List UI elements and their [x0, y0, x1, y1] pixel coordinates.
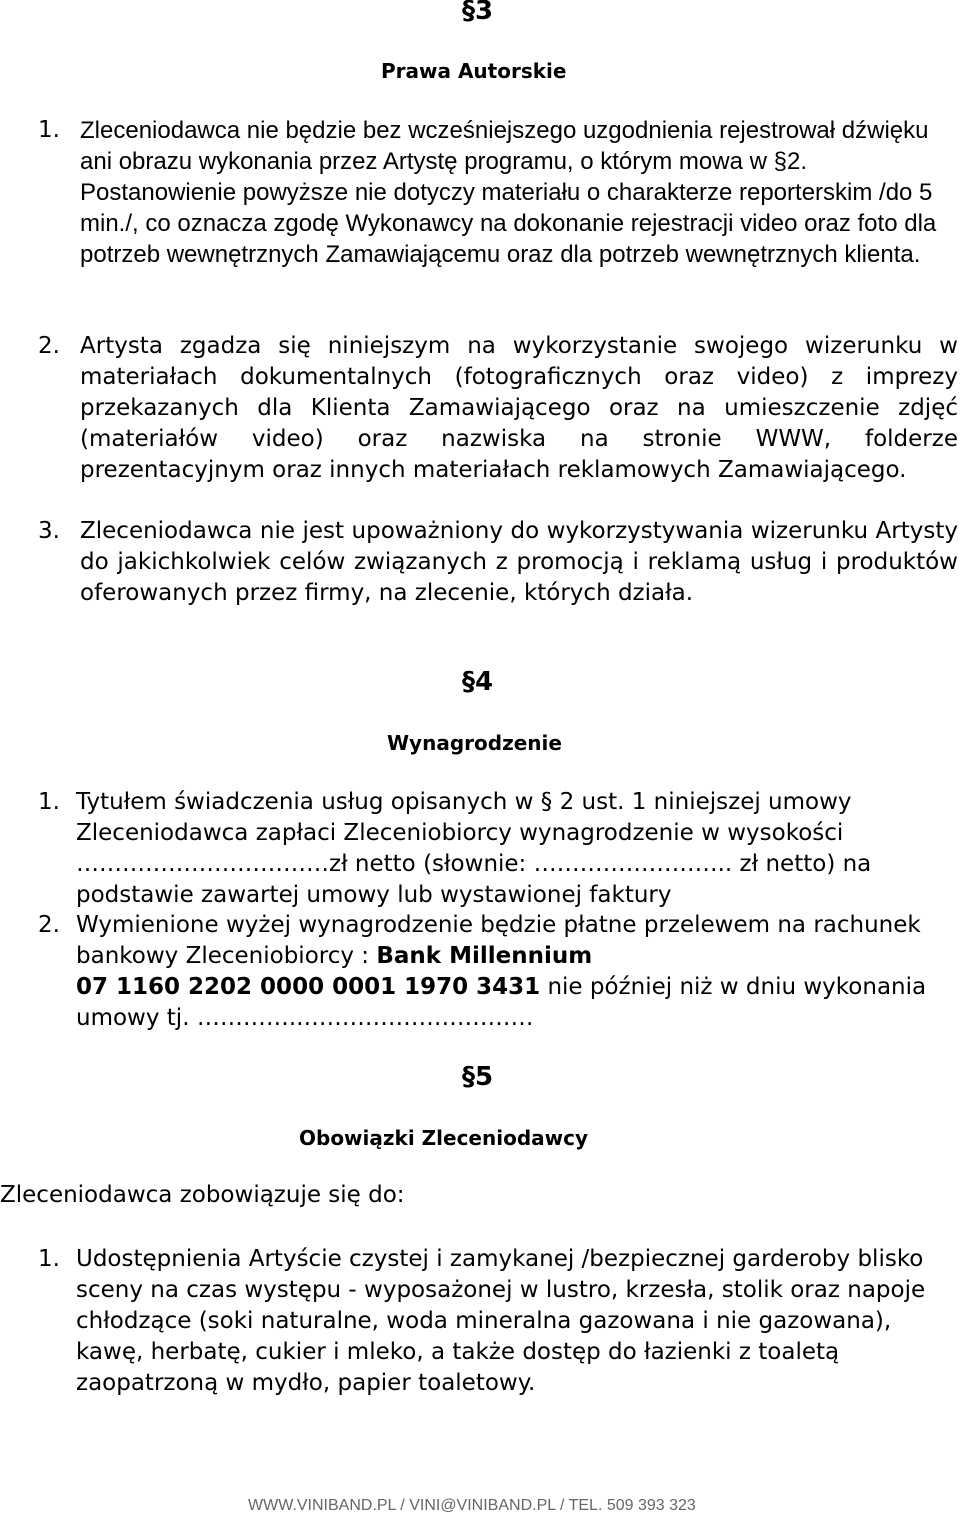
item-number: 3.	[38, 518, 60, 544]
item-text-part1: Wymienione wyżej wynagrodzenie będzie płatne przelewem na rachunek bankowy Zleceniobiorcy :	[76, 912, 921, 969]
section-5-item-1	[0, 1244, 960, 1404]
item-text: Zleceniodawca nie jest upoważniony do wykorzystywania wizerunku Artysty do jakichkolwiek celów związanych z promocją i reklamą usług i produktów oferowanych przez firmy, na zlecenie, których działa.	[80, 518, 958, 606]
section-4-title: Wynagrodzenie	[387, 731, 562, 755]
item-text-part2: nie później niż w dniu wykonania umowy tj.	[76, 974, 927, 1031]
item-text-part3: zł netto) na podstawie zawartej umowy lub wystawionej faktury	[76, 851, 872, 908]
item-text-main: Zleceniodawca nie będzie bez wcześniejszego uzgodnienia rejestrował dźwięku ani obrazu wykonania przez Artystę programu, o którym mowa w	[80, 117, 929, 175]
date-blank: …………..…………………………	[196, 1005, 534, 1031]
item-text: Udostępnienia Artyście czystej i zamykanej /bezpiecznej garderoby blisko sceny na czas występu - wyposażonej w lustro, krzesła, stolik oraz napoje chłodzące (soki naturalne, woda mineralna gazowana i nie gazowana), kawę, herbatę, cukier i mleko, a także dostęp do łazienki z toaletą zaopatrzoną w mydło, papier toaletowy.	[76, 1246, 926, 1396]
section-3-item-1	[0, 115, 960, 335]
item-text: Artysta zgadza się niniejszym na wykorzystanie swojego wizerunku w materiałach dokumentalnych (fotograficznych oraz video) z imprezy przekazanych dla Klienta Zamawiającego oraz na umieszczenie zdjęć (materiałów video) oraz nazwiska na stronie WWW, folderze prezentacyjnym oraz innych materiałach reklamowych Zamawiającego.	[80, 333, 958, 483]
amount-blank: ……………………………	[76, 851, 329, 877]
item-text	[76, 787, 956, 911]
section-4-item-1	[0, 787, 960, 911]
item-number: 2.	[38, 333, 60, 359]
section-3-item-3	[0, 516, 960, 640]
bank-account-number: 07 1160 2202 0000 0001 1970 3431	[76, 974, 541, 1000]
item-text	[76, 910, 956, 1034]
page-footer: WWW.VINIBAND.PL / VINI@VINIBAND.PL / TEL. 509 393 323	[248, 1497, 696, 1514]
item-text-tail: §2. Postanowienie powyższe nie dotyczy materiału o charakterze reporterskim /do 5 min./, co oznacza zgodę Wykonawcy na dokonanie rejestracji video oraz foto dla potrzeb wewnętrznych Zamawiającemu oraz dla potrzeb wewnętrznych klienta.	[80, 148, 937, 268]
item-number: 2.	[38, 912, 60, 938]
bank-name: Bank Millennium	[376, 943, 593, 969]
section-3-item-2	[0, 331, 960, 517]
item-text-part2: zł netto (słownie:	[329, 851, 534, 877]
section-4-number: §4	[462, 667, 494, 697]
amount-words-blank: ……………………..	[533, 851, 733, 877]
section-5-intro: Zleceniodawca zobowiązuje się do:	[0, 1182, 405, 1208]
item-number: 1.	[38, 1246, 60, 1272]
section-3-title: Prawa Autorskie	[381, 59, 567, 83]
item-number: 1.	[38, 117, 60, 143]
section-3-number: §3	[462, 0, 494, 26]
item-number: 1.	[38, 789, 60, 815]
item-text-part1: Tytułem świadczenia usług opisanych w § 2 ust. 1 niniejszej umowy Zleceniodawca zapłaci Zleceniobiorcy wynagrodzenie w wysokości	[76, 789, 852, 846]
section-5-number: §5	[462, 1062, 494, 1092]
item-text	[80, 115, 958, 270]
section-5-title: Obowiązki Zleceniodawcy	[299, 1126, 589, 1150]
section-4-item-2	[0, 910, 960, 1034]
